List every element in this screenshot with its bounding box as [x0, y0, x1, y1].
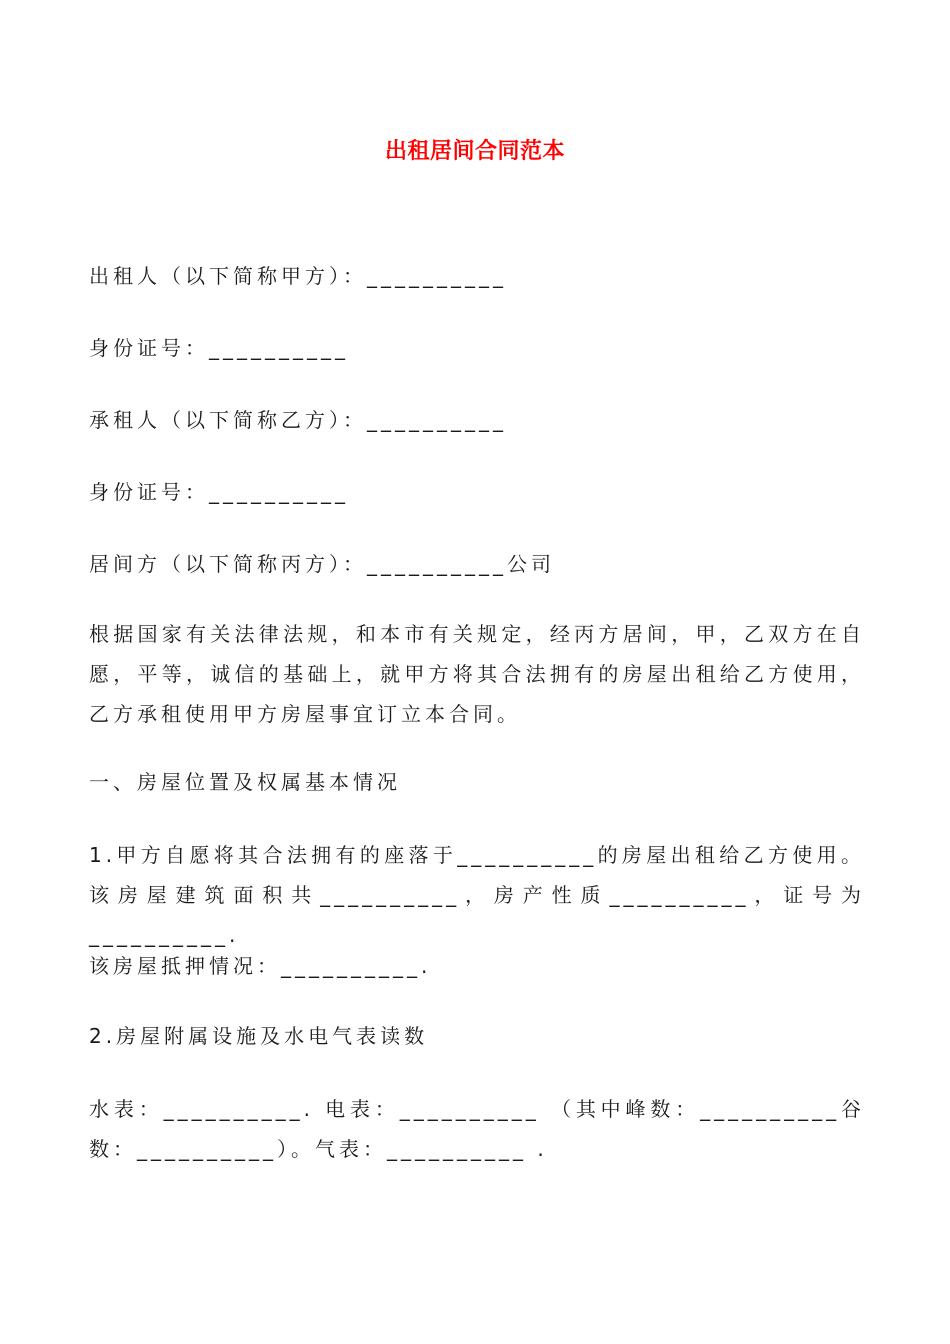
clause-item-1: 1.甲方自愿将其合法拥有的座落于__________的房屋出租给乙方使用。该房屋建筑面积共__________，房产性质__________，证号为__________. [89, 843, 865, 947]
lessor-id-line: 身份证号：__________ [89, 336, 349, 360]
clause-item-2: 2.房屋附属设施及水电气表读数 [89, 1024, 429, 1048]
lessor-line: 出租人（以下简称甲方）：__________ [89, 264, 507, 288]
agent-line: 居间方（以下简称丙方）：__________公司 [89, 552, 555, 576]
intro-paragraph: 根据国家有关法律法规，和本市有关规定，经丙方居间，甲，乙双方在自愿，平等，诚信的基础上，就甲方将其合法拥有的房屋出租给乙方使用，乙方承租使用甲方房屋事宜订立本合同。 [89, 622, 865, 726]
section-heading-property: 一、房屋位置及权属基本情况 [89, 770, 401, 794]
mortgage-line: 该房屋抵押情况：__________. [89, 954, 432, 978]
lessee-id-line: 身份证号：__________ [89, 480, 349, 504]
document-title: 出租居间合同范本 [384, 139, 565, 164]
lessee-line: 承租人（以下简称乙方）：__________ [89, 408, 507, 432]
meter-readings-paragraph: 水表：__________. 电表：__________ （其中峰数：__________谷数：__________）。气表：__________ . [89, 1097, 865, 1161]
